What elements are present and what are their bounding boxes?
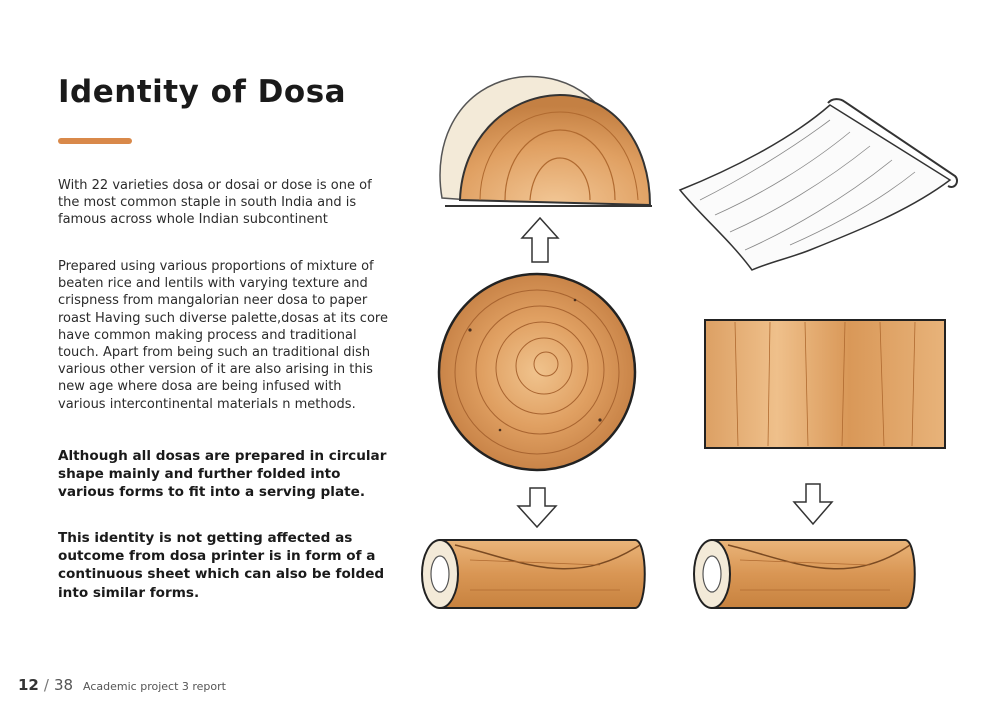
rolled-dosa-left (422, 540, 645, 608)
page-title: Identity of Dosa (58, 74, 347, 110)
page-footer (18, 676, 226, 694)
circular-shape-statement: Although all dosas are prepared in circular shape mainly and further folded into various forms to fit into a serving plate. (58, 448, 387, 501)
down-arrow-icon (518, 488, 556, 527)
page-number-total: 38 (53, 676, 74, 694)
page-number-current: 12 (18, 676, 39, 694)
rolled-dosa-right (694, 540, 915, 608)
down-arrow-icon (794, 484, 832, 524)
page-number-separator: / (43, 676, 49, 694)
printed-sheet (680, 99, 957, 270)
round-dosa (439, 274, 635, 470)
dosa-printer-statement: This identity is not getting affected as outcome from dosa printer is in form of a continuous sheet which can also be folded into similar forms. (58, 530, 385, 601)
up-arrow-icon (522, 218, 558, 262)
preparation-paragraph: Prepared using various proportions of mixture of beaten rice and lentils with varying texture and crispness from mangalorian neer dosa to paper roast Having such diverse palette,dosas at its core have common making process and traditional touch. Apart from being such an traditional dish various other version of it are also arising in this new age where dosa are being infused with various intercontinental materials n methods. (58, 259, 388, 412)
intro-paragraph: With 22 varieties dosa or dosai or dose is one of the most common staple in south India and is famous across whole Indian subcontinent (58, 178, 372, 228)
half-fold-dosa (440, 77, 652, 206)
document-title: Academic project 3 report (83, 680, 226, 693)
rectangular-dosa-sheet (705, 320, 945, 448)
